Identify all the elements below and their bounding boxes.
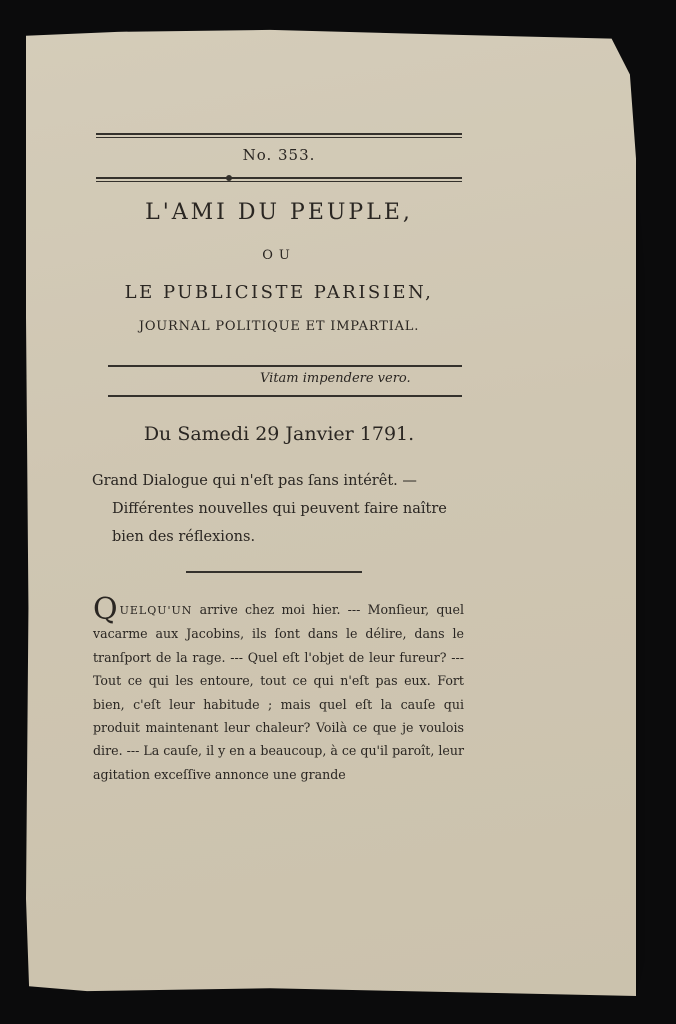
summary-line: Différentes nouvelles qui peuvent faire naître <box>112 501 447 517</box>
header-rule-bottom <box>96 177 462 182</box>
header-rule-top <box>96 133 462 138</box>
motto-rule-top <box>108 365 462 367</box>
issue-summary <box>92 467 464 551</box>
journal-description: JOURNAL POLITIQUE ET IMPARTIAL. <box>138 319 420 334</box>
lead-word: UELQU'UN <box>119 604 193 617</box>
issue-date: Du Samedi 29 Janvier 1791. <box>143 423 415 445</box>
article-text: arrive chez moi hier. --- Monſieur, quel vacarme aux Jacobins, ils ſont dans le délire, dans le tranſport de la rage. --- Quel eſt l'objet de leur fureur? --- Tout ce qui les entoure, tout ce qui n'eſt pas eux. Fort bien, c'eſt leur habitude ; mais quel eſt la cauſe qui produit maintenant leur chaleur? Voilà ce que je voulois dire. --- La cauſe, il y en a beaucoup, à ce qu'il paroît, leur agitation exceſſive annonce une grande <box>93 602 464 782</box>
motto: Vitam impendere vero. <box>260 371 411 386</box>
newspaper-subtitle: LE PUBLICISTE PARISIEN, <box>124 282 434 303</box>
drop-cap: Q <box>93 592 118 627</box>
newspaper-title: L'AMI DU PEUPLE, <box>145 200 413 225</box>
summary-line: bien des réflexions. <box>112 529 256 545</box>
summary-line: Grand Dialogue qui n'eſt pas ſans intérêt. — <box>92 473 417 489</box>
title-conjunction: OU <box>262 248 296 263</box>
article-body <box>93 592 464 786</box>
section-divider <box>186 571 362 573</box>
motto-rule-bottom <box>108 395 462 397</box>
rule-ornament <box>226 175 232 181</box>
issue-number: No. 353. <box>242 146 316 164</box>
